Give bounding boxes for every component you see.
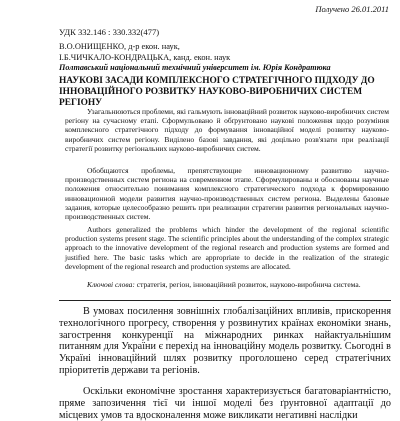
authors-block bbox=[59, 42, 230, 63]
author-line-1: В.О.ОНИЩЕНКО, д-р екон. наук, bbox=[59, 42, 180, 51]
received-date: Получено 26.01.2011 bbox=[315, 4, 389, 14]
abstract-ukrainian: Узагальнюються проблеми, які гальмують інноваційний розвиток науково-виробничих систем регіону на сучасному етапі. Сформульовано й обґрунтовано наукові положення щодо розуміння комплексного стратегічного підходу до формування інноваційної моделі розвитку науково-виробничих систем регіону. Виділено базові завдання, які доцільно розв'язати при реалізації стратегії розвитку регіональних науково-виробничих систем. bbox=[65, 107, 389, 153]
abstract-russian: Обобщаются проблемы, препятствующие инновационному развитию научно-производственных систем региона на современном этапе. Сформулированы и обоснованы научные положения относительно понимания комплексного стратегического подхода к формированию инновационной модели развития научно-производственных систем региона. Выделены базовые задания, которые целесообразно решить при реализации стратегии развития региональных научно-производственных систем. bbox=[65, 166, 389, 222]
keywords-label: Ключові слова: bbox=[87, 280, 135, 289]
abstract-english: Authors generalized the problems which hinder the development of the regional scientific production systems present stage. The scientific principles about the understanding of the complex strategic approach to the innovative development of the regional research and production systems are formed and justified here. The basic tasks which are appropriate to decide in the realization of the strategic development of the regional research and production systems are allocated. bbox=[65, 225, 389, 271]
article-page bbox=[59, 0, 391, 421]
section-divider bbox=[59, 300, 391, 301]
body-paragraph-1: В умовах посилення зовнішніх глобалізаційних впливів, прискорення технологічного прогресу, створення у розвинутих країнах економіки знань, загострення конкуренції на міжнародних ринках найактуальнішим питанням для України є перехід на інноваційну модель розвитку. Сьогодні в Україні інноваційний шлях розвитку проголошено серед стратегічних пріоритетів держави та регіонів. bbox=[59, 306, 391, 376]
affiliation: Полтавський національний технічний університет ім. Юрія Кондратюка bbox=[59, 63, 331, 72]
keywords bbox=[65, 280, 389, 289]
article-title: НАУКОВІ ЗАСАДИ КОМПЛЕКСНОГО СТРАТЕГІЧНОГО ПІДХОДУ ДО ІННОВАЦІЙНОГО РОЗВИТКУ НАУКОВО-ВИРОБНИЧИХ СИСТЕМ РЕГІОНУ bbox=[59, 76, 375, 108]
udk-code: УДК 332.146 : 330.332(477) bbox=[59, 27, 160, 37]
keywords-text: стратегія, регіон, інноваційний розвиток, науково-виробнича система. bbox=[136, 280, 361, 289]
body-paragraph-2: Оскільки економічне зростання характеризується багатоваріантністю, пряме запозичення тієї чи іншої моделі без ґрунтовної адаптації до місцевих умов та вдосконалення може викликати негативні наслідки bbox=[59, 386, 391, 421]
author-line-2: І.Б.ЧИЧКАЛО-КОНДРАЦЬКА, канд. екон. наук bbox=[59, 52, 231, 62]
